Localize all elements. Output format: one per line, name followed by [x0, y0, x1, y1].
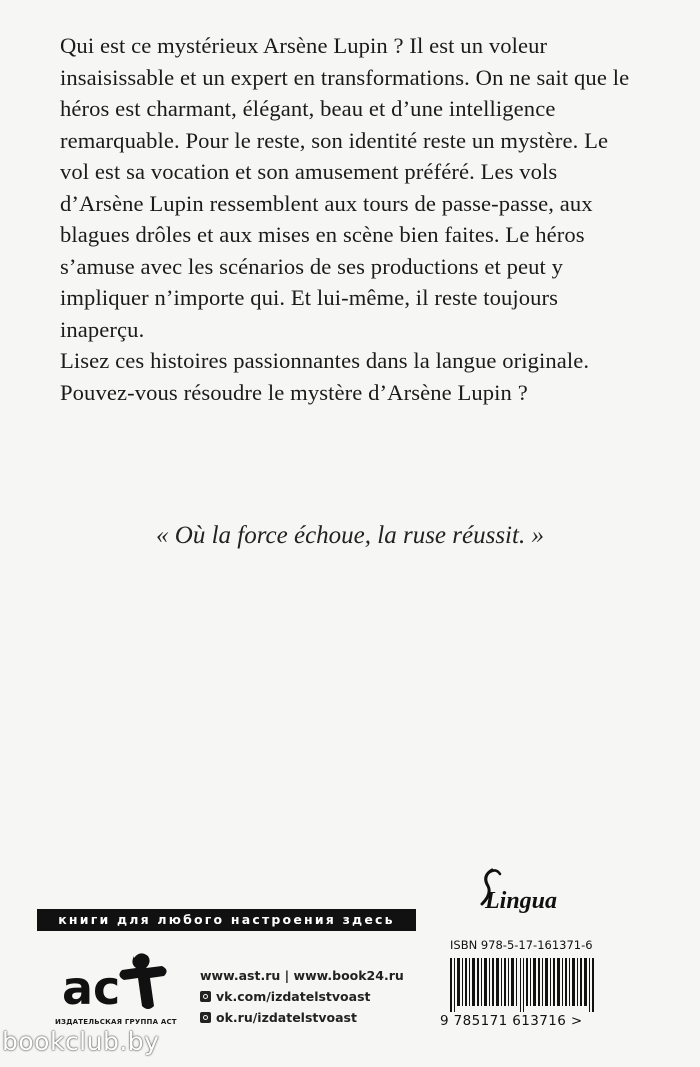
blurb-text [60, 30, 640, 408]
tagline-quote: « Où la force échoue, la ruse réussit. » [156, 522, 544, 549]
websites-row [200, 965, 404, 986]
ok-row [200, 1007, 404, 1028]
barcode-digits: 9 785171 613716 > [440, 1013, 583, 1029]
ok-icon [200, 1012, 211, 1023]
websites-link[interactable]: www.ast.ru | www.book24.ru [200, 968, 404, 983]
ast-logo-icon [60, 948, 170, 1018]
blurb-paragraph-1: Qui est ce mystérieux Arsène Lupin ? Il est un voleur insaisissable et un expert en transformations. On ne sait que le héros est charmant, élégant, beau et d’une intelligence remarquable. Pour le reste, son identité reste un mystère. Le vol est sa vocation et son amusement préféré. Les vols d’Arsène Lupin ressemblent aux tours de passe-passe, aux blagues drôles et aux mises en scène bien faites. Le héros s’amuse avec les scénarios de ses productions et peut y impliquer n’importe qui. Et lui-même, il reste toujours inaperçu. [60, 33, 630, 342]
publisher-links [200, 965, 404, 1028]
vk-row [200, 986, 404, 1007]
ok-link[interactable]: ok.ru/izdatelstvoast [216, 1010, 357, 1025]
isbn: ISBN 978-5-17-161371-6 [450, 938, 593, 952]
blurb-paragraph-2: Lisez ces histoires passionnantes dans la langue originale. Pouvez-vous résoudre le mystère d’Arsène Lupin ? [60, 348, 590, 405]
publisher-slogan-banner: книги для любого настроения здесь [37, 909, 416, 931]
barcode-icon [440, 958, 610, 1012]
watermark: bookclub.by [2, 1027, 160, 1056]
vk-link[interactable]: vk.com/izdatelstvoast [216, 989, 371, 1004]
ast-logo-text: ac [62, 961, 121, 1015]
lingua-series-logo: Lingua [485, 888, 558, 914]
vk-icon [200, 991, 211, 1002]
publisher-caption: ИЗДАТЕЛЬСКАЯ ГРУППА АСТ [55, 1018, 177, 1026]
